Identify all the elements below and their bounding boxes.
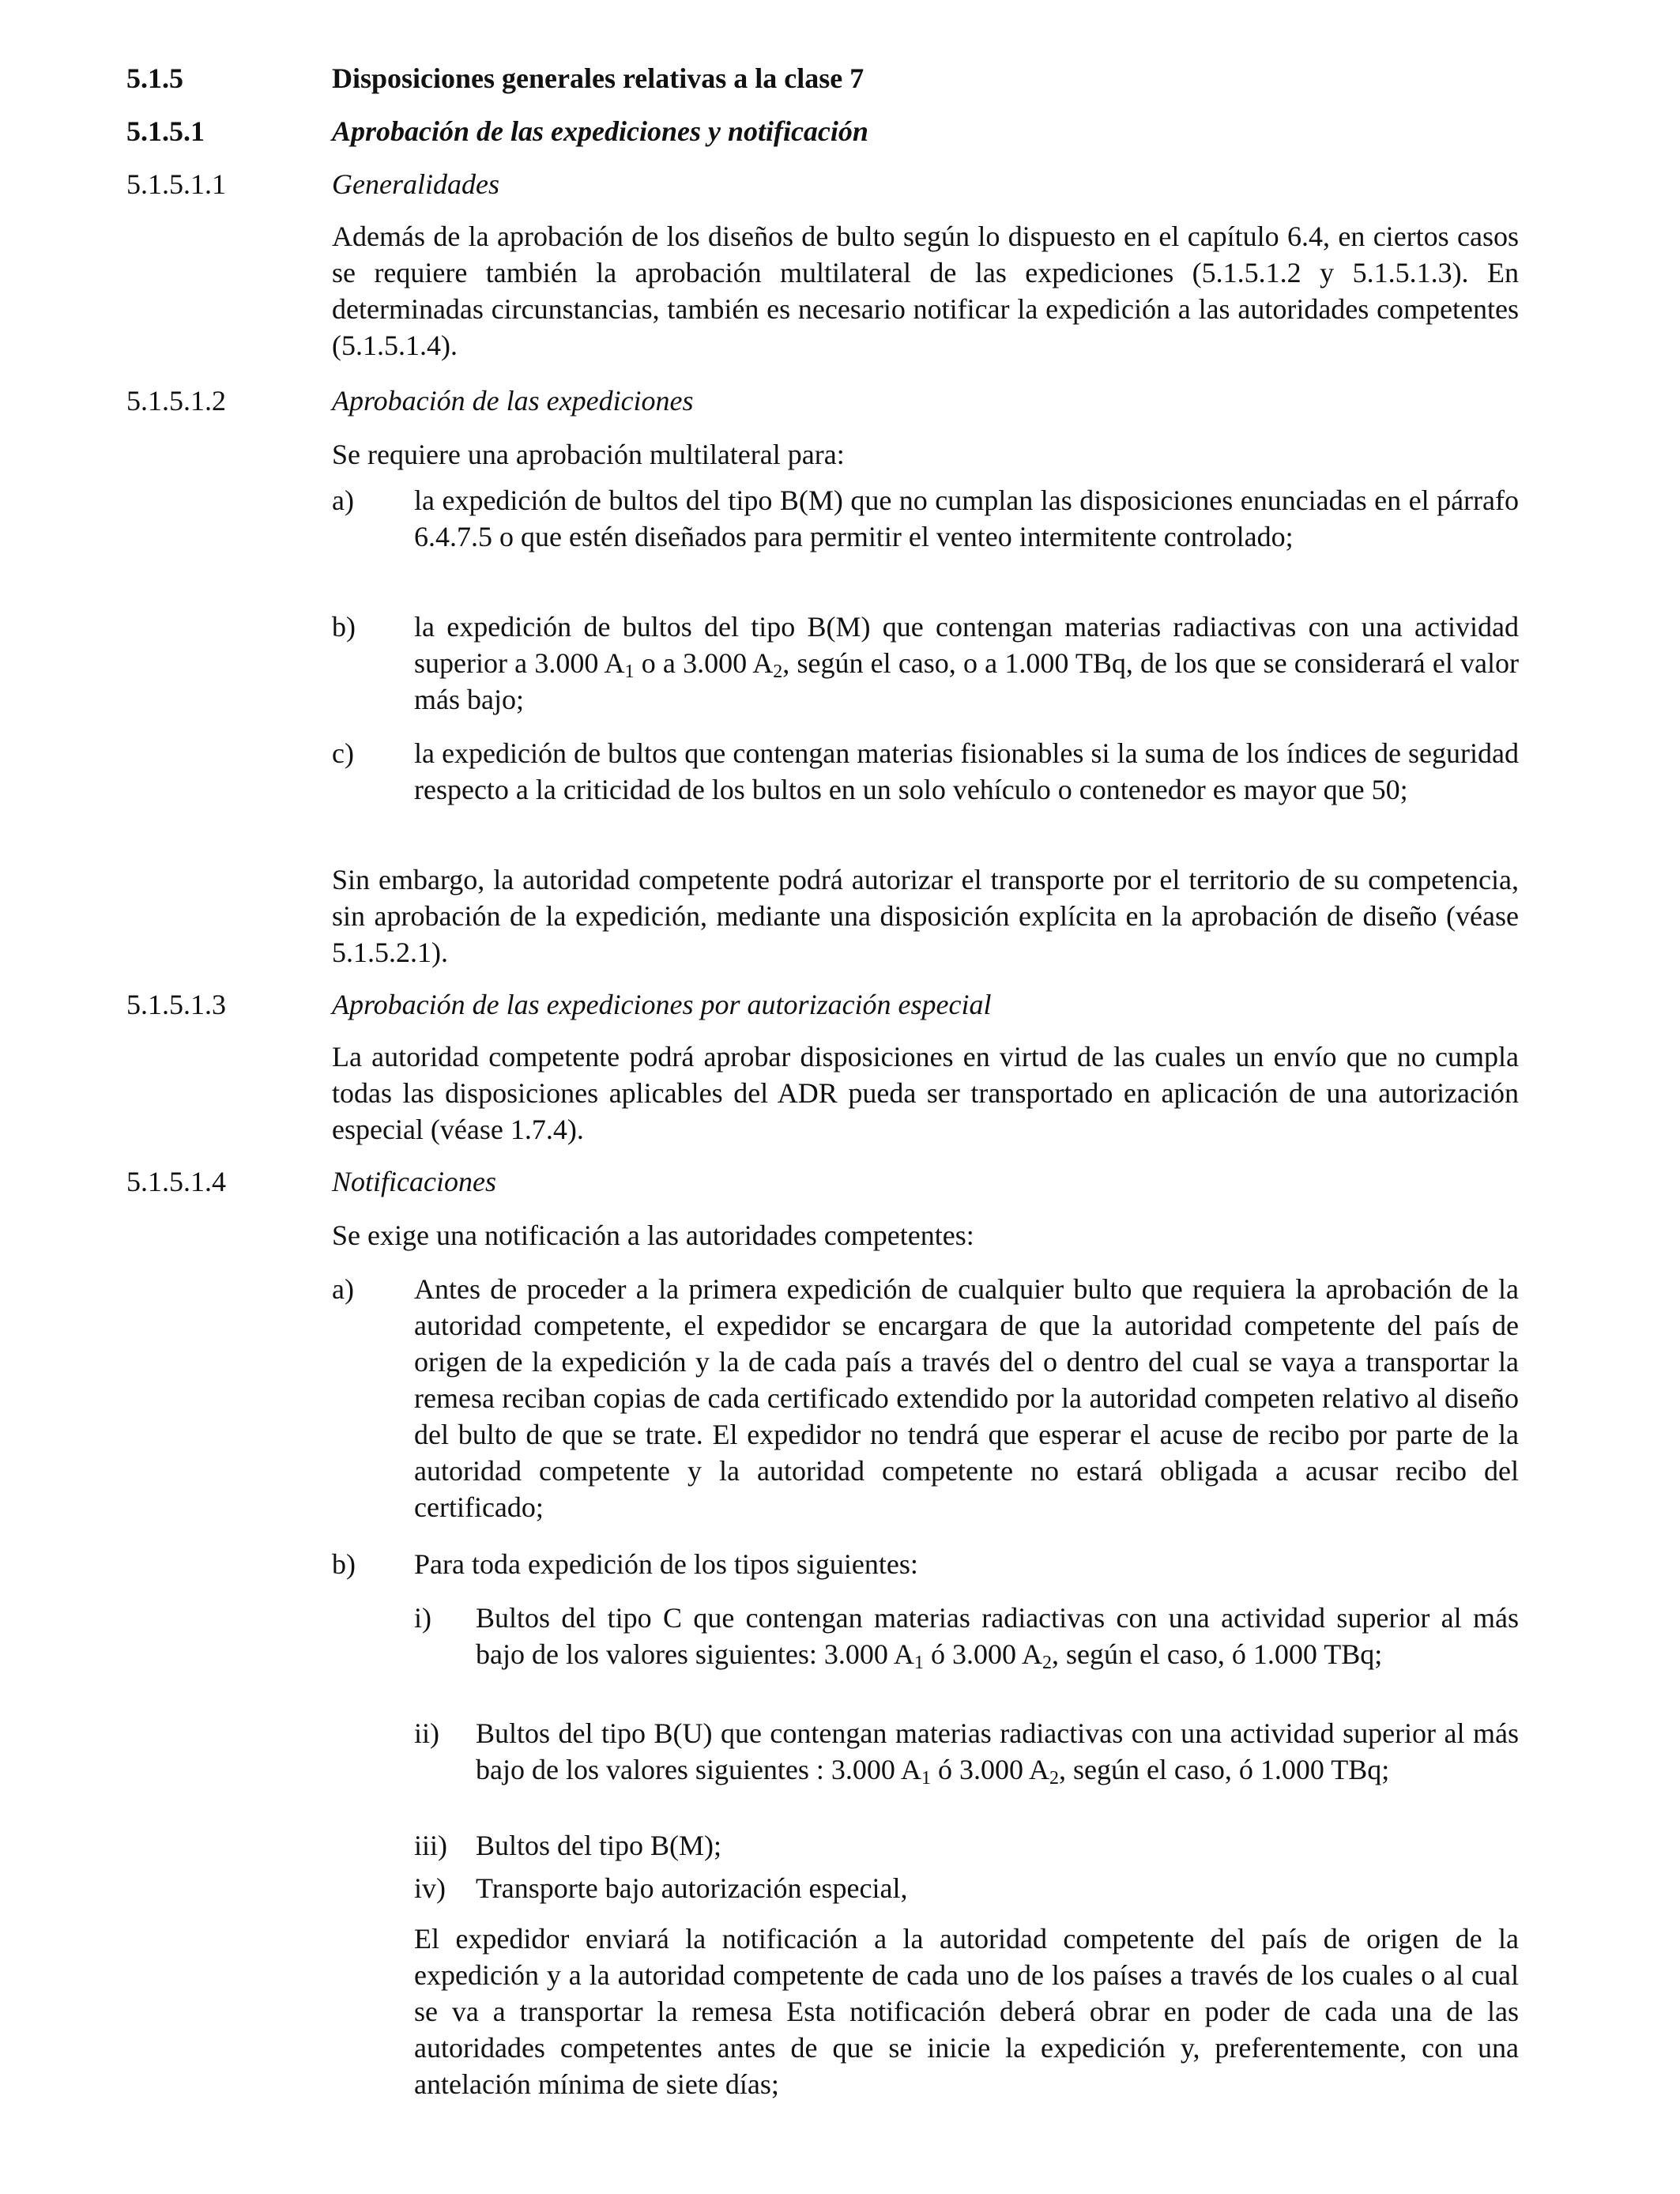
list-item: Para toda expedición de los tipos siguientes: <box>414 1548 918 1580</box>
list-label: a) <box>332 484 354 516</box>
section-title: Disposiciones generales relativas a la clase 7 <box>332 62 864 94</box>
section-number: 5.1.5 <box>126 62 183 94</box>
section-number: 5.1.5.1.2 <box>126 385 226 417</box>
sublist-item: Bultos del tipo B(M); <box>476 1830 722 1861</box>
sublist-label: i) <box>414 1602 431 1634</box>
paragraph: El expedidor enviará la notificación a la autoridad competente del país de origen de la expedición y a la autoridad competente de cada uno de los países a través de los cuales o al cual se va a transportar la remesa Esta notificación deberá obrar en poder de cada una de las autoridades competentes antes de que se inicie la expedición y, preferentemente, con una antelación mínima de siete días; <box>414 1923 1519 2100</box>
paragraph: La autoridad competente podrá aprobar disposiciones en virtud de las cuales un envío que no cumpla todas las disposiciones aplicables del ADR pueda ser transportado en aplicación de una autorización especial (véase 1.7.4). <box>332 1041 1519 1145</box>
sublist-label: iii) <box>414 1830 447 1861</box>
section-number: 5.1.5.1.3 <box>126 989 226 1020</box>
sublist-item: Bultos del tipo B(U) que contengan materias radiactivas con una actividad superior al más bajo de los valores siguientes : 3.000 $A_1$ ó 3.000 $A_2$, según el caso, ó 1.000 TBq; <box>476 1717 1519 1789</box>
sublist-item: Bultos del tipo C que contengan materias radiactivas con una actividad superior al más bajo de los valores siguientes: 3.000 $A_1$ ó 3.000 $A_2$, según el caso, ó 1.000 TBq; <box>476 1602 1519 1673</box>
section-title: Notificaciones <box>332 1166 496 1197</box>
section-title: Aprobación de las expediciones <box>332 385 694 417</box>
list-label: b) <box>332 611 356 643</box>
section-title: Aprobación de las expediciones por autorización especial <box>332 989 992 1020</box>
section-number: 5.1.5.1.4 <box>126 1166 226 1197</box>
section-number: 5.1.5.1.1 <box>126 168 226 200</box>
list-item: la expedición de bultos del tipo B(M) que no cumplan las disposiciones enunciadas en el párrafo 6.4.7.5 o que estén diseñados para permitir el venteo intermitente controlado; <box>414 484 1519 552</box>
sublist-label: ii) <box>414 1717 439 1749</box>
section-number: 5.1.5.1 <box>126 115 205 147</box>
list-item: la expedición de bultos que contengan materias fisionables si la suma de los índices de seguridad respecto a la criticidad de los bultos en un solo vehículo o contenedor es mayor que 50; <box>414 737 1519 805</box>
list-label: a) <box>332 1273 354 1305</box>
section-title: Generalidades <box>332 168 499 200</box>
list-item: Antes de proceder a la primera expedición de cualquier bulto que requiera la aprobación de la autoridad competente, el expedidor se encargara de que la autoridad competente del país de origen de la expedición y la de cada país a través del o dentro del cual se vaya a transportar la remesa reciban copias de cada certificado extendido por la autoridad competen relativo al diseño del bulto de que se trate. El expedidor no tendrá que esperar el acuse de recibo por parte de la autoridad competente y la autoridad competente no estará obligada a acusar recibo del certificado; <box>414 1273 1519 1523</box>
section-title: Aprobación de las expediciones y notificación <box>332 115 868 147</box>
list-label: b) <box>332 1548 356 1580</box>
paragraph: Se requiere una aprobación multilateral para: <box>332 439 845 470</box>
sublist-label: iv) <box>414 1872 446 1904</box>
sublist-item: Transporte bajo autorización especial, <box>476 1872 908 1904</box>
paragraph: Sin embargo, la autoridad competente podrá autorizar el transporte por el territorio de su competencia, sin aprobación de la expedición, mediante una disposición explícita en la aprobación de diseño (véase 5.1.5.2.1). <box>332 864 1519 968</box>
list-item: la expedición de bultos del tipo B(M) que contengan materias radiactivas con una actividad superior a 3.000 $A_1$ o a 3.000 $A_2$, según el caso, o a 1.000 TBq, de los que se considerará el valor más bajo; <box>414 611 1519 715</box>
paragraph: Se exige una notificación a las autoridades competentes: <box>332 1220 974 1251</box>
paragraph: Además de la aprobación de los diseños de bulto según lo dispuesto en el capítulo 6.4, en ciertos casos se requiere también la aprobación multilateral de las expediciones (5.1.5.1.2 y 5.1.5.1.3). En determinadas circunstancias, también es necesario notificar la expedición a las autoridades competentes (5.1.5.1.4). <box>332 221 1519 361</box>
list-label: c) <box>332 737 354 769</box>
